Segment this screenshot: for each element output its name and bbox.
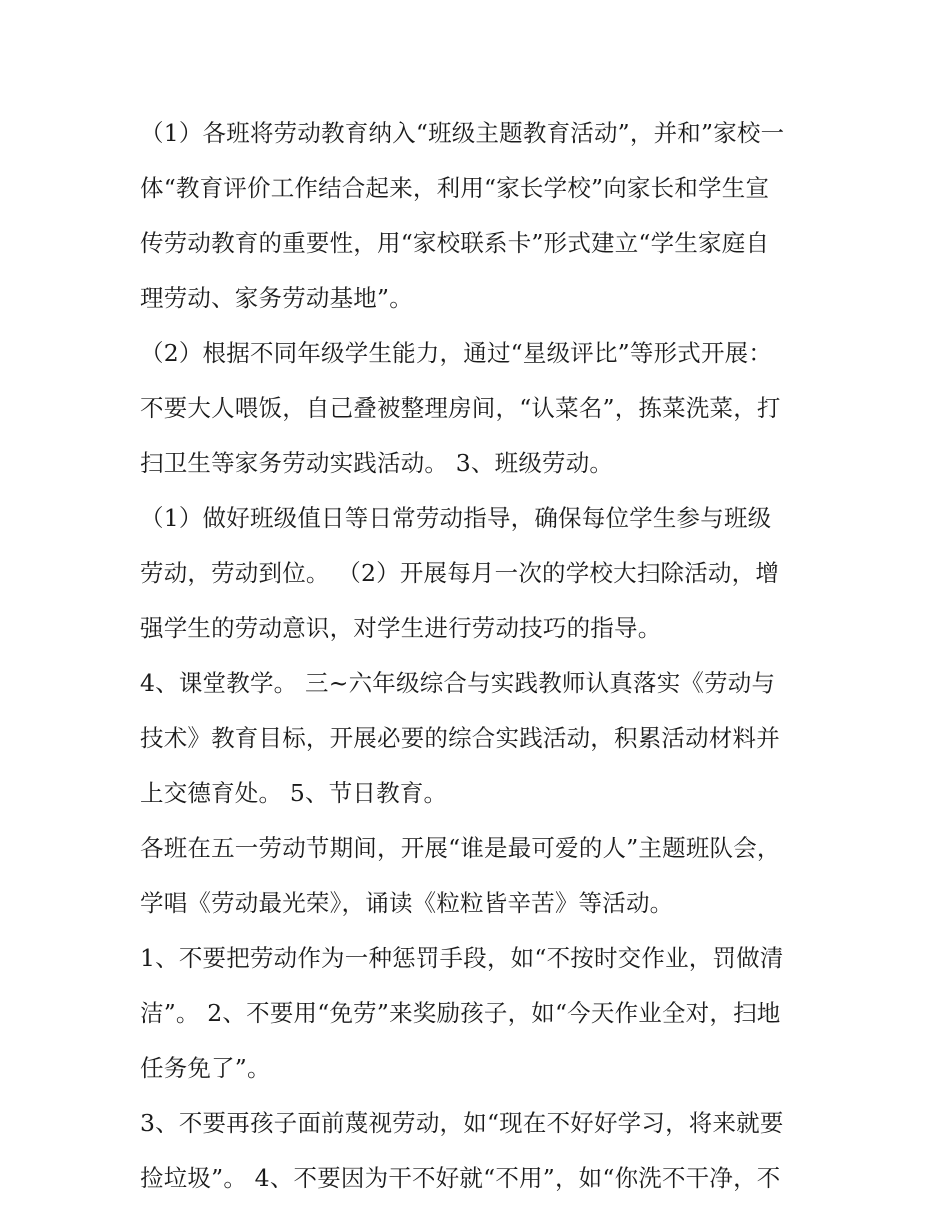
text-line: 捡垃圾”。 4、不要因为干不好就“不用”，如“你洗不干净，不 bbox=[140, 1164, 781, 1192]
text-line: 技术》教育目标，开展必要的综合实践活动，积累活动材料并 bbox=[140, 724, 780, 752]
text-line: 扫卫生等家务劳动实践活动。 3、班级劳动。 bbox=[140, 449, 614, 477]
text-line: 劳动，劳动到位。 （2）开展每月一次的学校大扫除活动，增 bbox=[140, 559, 780, 587]
text-line: 3、不要再孩子面前蔑视劳动，如“现在不好好学习，将来就要 bbox=[140, 1109, 784, 1137]
text-line: （1）做好班级值日等日常劳动指导，确保每位学生参与班级 bbox=[140, 504, 772, 532]
text-line: 任务免了”。 bbox=[140, 1054, 271, 1082]
text-line: 强学生的劳动意识，对学生进行劳动技巧的指导。 bbox=[140, 614, 662, 642]
text-line: （2）根据不同年级学生能力，通过“星级评比”等形式开展： bbox=[140, 339, 773, 367]
text-line: 理劳动、家务劳动基地”。 bbox=[140, 284, 413, 312]
text-line: 4、课堂教学。 三~六年级综合与实践教师认真落实《劳动与 bbox=[140, 669, 776, 697]
text-line: 1、不要把劳动作为一种惩罚手段，如“不按时交作业，罚做清 bbox=[140, 944, 784, 972]
text-line: 传劳动教育的重要性，用“家校联系卡”形式建立“学生家庭自 bbox=[140, 229, 770, 257]
text-line: 上交德育处。 5、节日教育。 bbox=[140, 779, 448, 807]
text-line: 体“教育评价工作结合起来，利用“家长学校”向家长和学生宣 bbox=[140, 174, 770, 202]
document-body bbox=[140, 106, 820, 1206]
text-line: 学唱《劳动最光荣》，诵读《粒粒皆辛苦》等活动。 bbox=[140, 889, 674, 917]
text-line: 各班在五一劳动节期间，开展“谁是最可爱的人”主题班队会， bbox=[140, 834, 781, 862]
text-line: （1）各班将劳动教育纳入“班级主题教育活动”，并和”家校一 bbox=[140, 119, 785, 147]
text-line: 洁”。 2、不要用“免劳”来奖励孩子，如“今天作业全对，扫地 bbox=[140, 999, 781, 1027]
text-line: 不要大人喂饭，自己叠被整理房间，“认菜名”，拣菜洗菜，打 bbox=[140, 394, 781, 422]
